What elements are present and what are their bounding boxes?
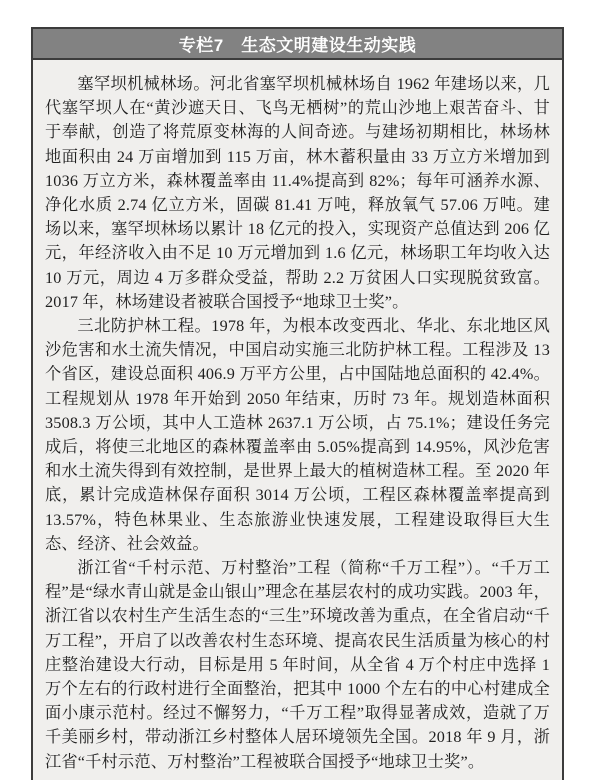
panel-header	[33, 29, 562, 60]
panel-title: 专栏7 生态文明建设生动实践	[178, 36, 417, 55]
column-panel	[31, 27, 564, 780]
paragraph-three-north-shelterbelt: 三北防护林工程。1978 年，为根本改变西北、华北、东北地区风沙危害和水土流失情况，中国启动实施三北防护林工程。工程涉及 13 个省区，建设总面积 406.9 万平方公里，占中国陆地总面积的 42.4%。工程规划从 1978 年开始到 2050 年结束，历时 73 年。规划造林面积 3508.3 万公顷，其中人工造林 2637.1 万公顷，占 75.1%；建设任务完成后，将使三北地区的森林覆盖率由 5.05%提高到 14.95%，风沙危害和水土流失得到有效控制，是世界上最大的植树造林工程。至 2020 年底，累计完成造林保存面积 3014 万公顷，工程区森林覆盖率提高到 13.57%，特色林果业、生态旅游业快速发展，工程建设取得巨大生态、经济、社会效益。	[45, 317, 550, 553]
panel-body	[33, 60, 562, 780]
paragraph-zhejiang-thousand-village: 浙江省“千村示范、万村整治”工程（简称“千万工程”）。“千万工程”是“绿水青山就是金山银山”理念在基层农村的成功实践。2003 年，浙江省以农村生产生活生态的“三生”环境改善为重点，在全省启动“千万工程”，开启了以改善农村生态环境、提高农民生活质量为核心的村庄整治建设大行动，目标是用 5 年时间，从全省 4 万个村庄中选择 1 万个左右的行政村进行全面整治，把其中 1000 个左右的中心村建成全面小康示范村。经过不懈努力，“千万工程”取得显著成效，造就了万千美丽乡村，带动浙江乡村整体人居环境领先全国。2018 年 9 月，浙江省“千村示范、万村整治”工程被联合国授予“地球卫士奖”。	[45, 559, 550, 771]
paragraph-saihanba-forest-farm: 塞罕坝机械林场。河北省塞罕坝机械林场自 1962 年建场以来，几代塞罕坝人在“黄沙遮天日、飞鸟无栖树”的荒山沙地上艰苦奋斗、甘于奉献，创造了将荒原变林海的人间奇迹。与建场初期相比，林场林地面积由 24 万亩增加到 115 万亩，林木蓄积量由 33 万立方米增加到 1036 万立方米，森林覆盖率由 11.4%提高到 82%；每年可涵养水源、净化水质 2.74 亿立方米，固碳 81.41 万吨，释放氧气 57.06 万吨。建场以来，塞罕坝林场以累计 18 亿元的投入，实现资产总值达到 206 亿元，年经济收入由不足 10 万元增加到 1.6 亿元，林场职工年均收入达 10 万元，周边 4 万多群众受益，帮助 2.2 万贫困人口实现脱贫致富。2017 年，林场建设者被联合国授予“地球卫士奖”。	[45, 75, 550, 311]
